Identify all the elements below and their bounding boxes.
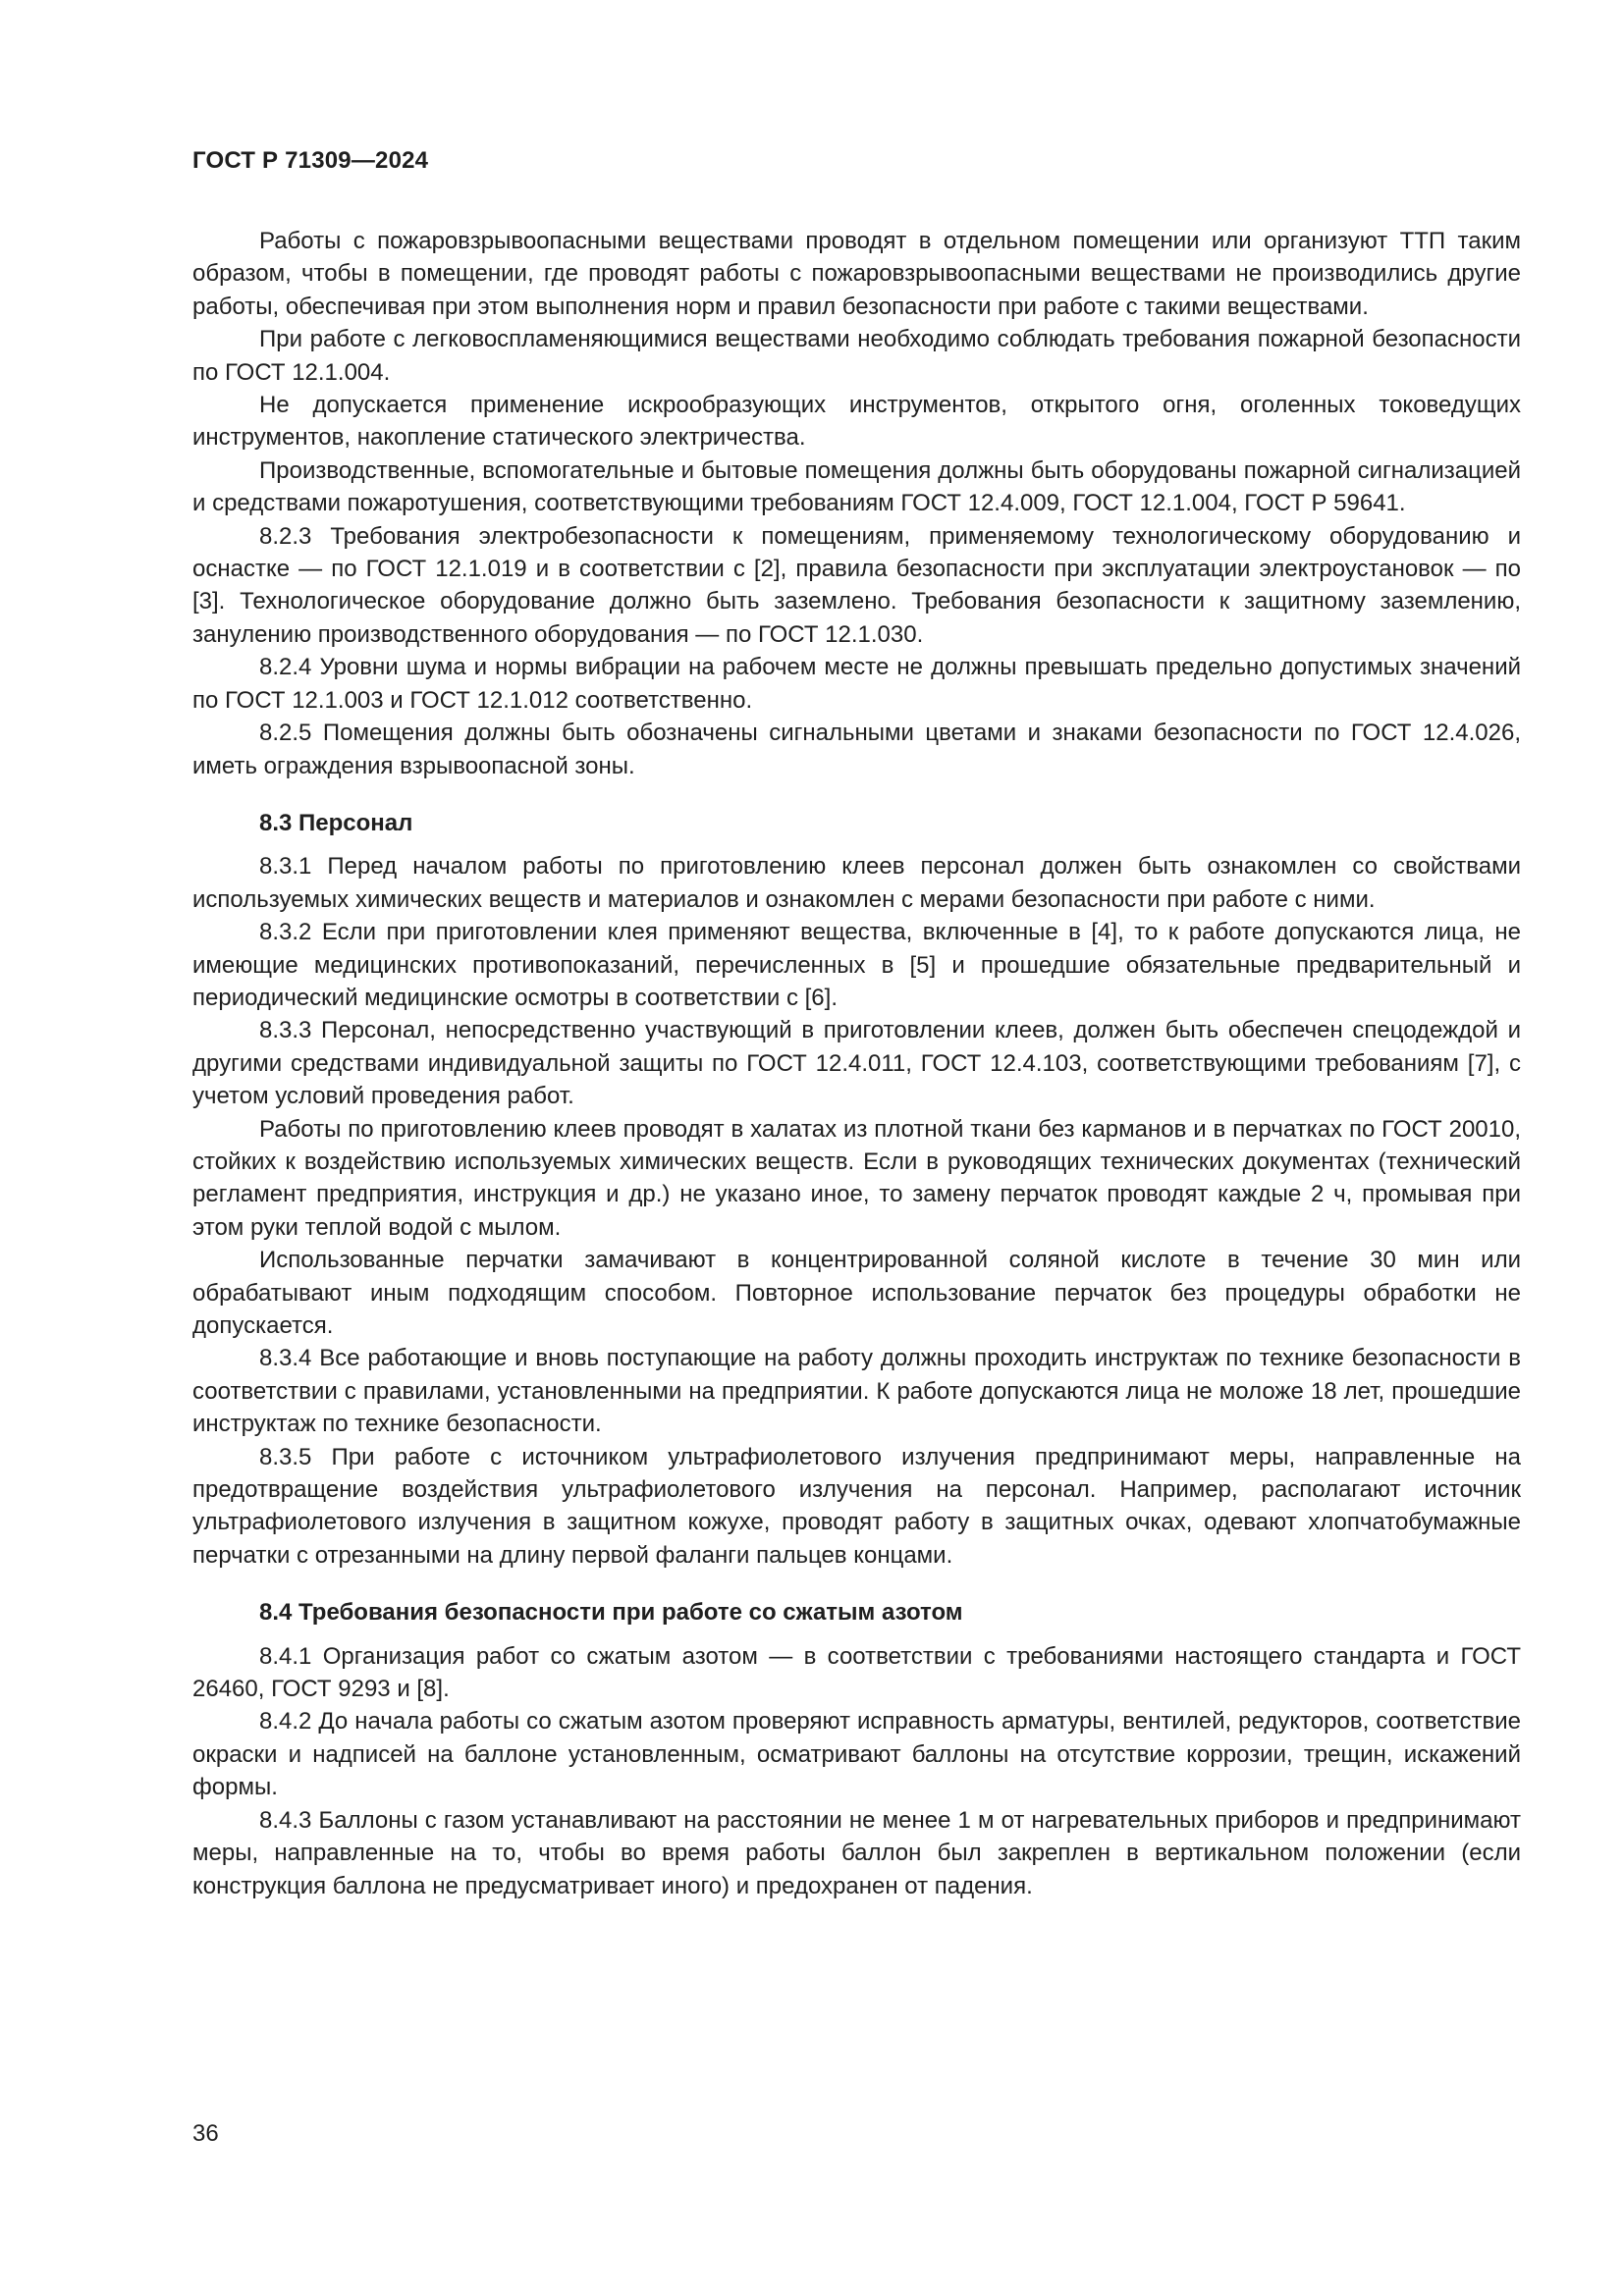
paragraph-8-4-3: 8.4.3 Баллоны с газом устанавливают на расстоянии не менее 1 м от нагревательных приборов и предпринимают меры, направленные на то, чтобы во время работы баллон был закреплен в вертикальном положении (если конструкция баллона не предусматривает иного) и предохранен от падения. [192,1806,1521,1899]
paragraph: Работы по приготовлению клеев проводят в халатах из плотной ткани без карманов и в перчатках по ГОСТ 20010, стойких к воздействию используемых химических веществ. Если в руководящих технических документах (технический регламент предприятия, инструкция и др.) не указано иное, то замену перчаток проводят каждые 2 ч, промывая при этом руки теплой водой с мылом. [192,1115,1521,1241]
paragraph-8-3-4: 8.3.4 Все работающие и вновь поступающие на работу должны проходить инструктаж по технике безопасности в соответствии с правилами, установленными на предприятии. К работе допускаются лица не моложе 18 лет, прошедшие инструктаж по технике безопасности. [192,1345,1521,1438]
paragraph-8-2-3: 8.2.3 Требования электробезопасности к помещениям, применяемому технологическому оборудованию и оснастке — по ГОСТ 12.1.019 и в соответствии с [2], правила безопасности при эксплуатации электроустановок — по [3]. Технологическое оборудование должно быть заземлено. Требования безопасности к защитному заземлению, занулению производственного оборудования — по ГОСТ 12.1.030. [192,522,1521,648]
paragraph-8-4-2: 8.4.2 До начала работы со сжатым азотом проверяют исправность арматуры, вентилей, редукторов, соответствие окраски и надписей на баллоне установленным, осматривают баллоны на отсутствие коррозии, трещин, искажений формы. [192,1708,1521,1801]
section-heading-8-4: 8.4 Требования безопасности при работе со сжатым азотом [259,1599,963,1627]
spacer [192,1572,1521,1596]
document-code-header: ГОСТ Р 71309—2024 [192,147,429,174]
section-heading-8-3: 8.3 Персонал [259,809,413,836]
paragraph-8-2-4: 8.2.4 Уровни шума и нормы вибрации на рабочем месте не должны превышать предельно допустимых значений по ГОСТ 12.1.003 и ГОСТ 12.1.012 соответственно. [192,654,1521,714]
paragraph: Не допускается применение искрообразующих инструментов, открытого огня, оголенных токоведущих инструментов, накопление статического электричества. [192,392,1521,452]
paragraph: Использованные перчатки замачивают в концентрированной соляной кислоте в течение 30 мин или обрабатывают иным подходящим способом. Повторное использование перчаток без процедуры обработки не допускается. [192,1247,1521,1339]
paragraph-8-2-5: 8.2.5 Помещения должны быть обозначены сигнальными цветами и знаками безопасности по ГОСТ 12.4.026, иметь ограждения взрывоопасной зоны. [192,720,1521,779]
paragraph-8-3-2: 8.3.2 Если при приготовлении клея применяют вещества, включенные в [4], то к работе допускаются лица, не имеющие медицинских противопоказаний, перечисленных в [5] и прошедшие обязательные предварительный и периодический медицинские осмотры в соответствии с [6]. [192,919,1521,1011]
paragraph-8-3-1: 8.3.1 Перед началом работы по приготовлению клеев персонал должен быть ознакомлен со свойствами используемых химических веществ и материалов и ознакомлен с мерами безопасности при работе с ними. [192,853,1521,913]
spacer [192,839,1521,850]
paragraph-8-3-5: 8.3.5 При работе с источником ультрафиолетового излучения предпринимают меры, направленные на предотвращение воздействия ультрафиолетового излучения на персонал. Например, располагают источник ультрафиолетового излучения в защитном кожухе, проводят работу в защитных очках, одевают хлопчатобумажные перчатки с отрезанными на длину первой фаланги пальцев концами. [192,1443,1521,1569]
document-body [192,225,1521,1902]
paragraph: Работы с пожаровзрывоопасными веществами проводят в отдельном помещении или организуют ТТП таким образом, чтобы в помещении, где проводят работы с пожаровзрывоопасными веществами не производились другие работы, обеспечивая при этом выполнения норм и правил безопасности при работе с такими веществами. [192,228,1521,320]
paragraph: Производственные, вспомогательные и бытовые помещения должны быть оборудованы пожарной сигнализацией и средствами пожаротушения, соответствующими требованиям ГОСТ 12.4.009, ГОСТ 12.1.004, ГОСТ Р 59641. [192,456,1521,517]
paragraph-8-4-1: 8.4.1 Организация работ со сжатым азотом — в соответствии с требованиями настоящего стандарта и ГОСТ 26460, ГОСТ 9293 и [8]. [192,1642,1521,1703]
paragraph: При работе с легковоспламеняющимися веществами необходимо соблюдать требования пожарной безопасности по ГОСТ 12.1.004. [192,326,1521,386]
paragraph-8-3-3: 8.3.3 Персонал, непосредственно участвующий в приготовлении клеев, должен быть обеспечен спецодеждой и другими средствами индивидуальной защиты по ГОСТ 12.4.011, ГОСТ 12.4.103, соответствующими требованиям [7], с учетом условий проведения работ. [192,1017,1521,1110]
page-number: 36 [192,2120,219,2147]
spacer [192,1629,1521,1640]
spacer [192,782,1521,807]
